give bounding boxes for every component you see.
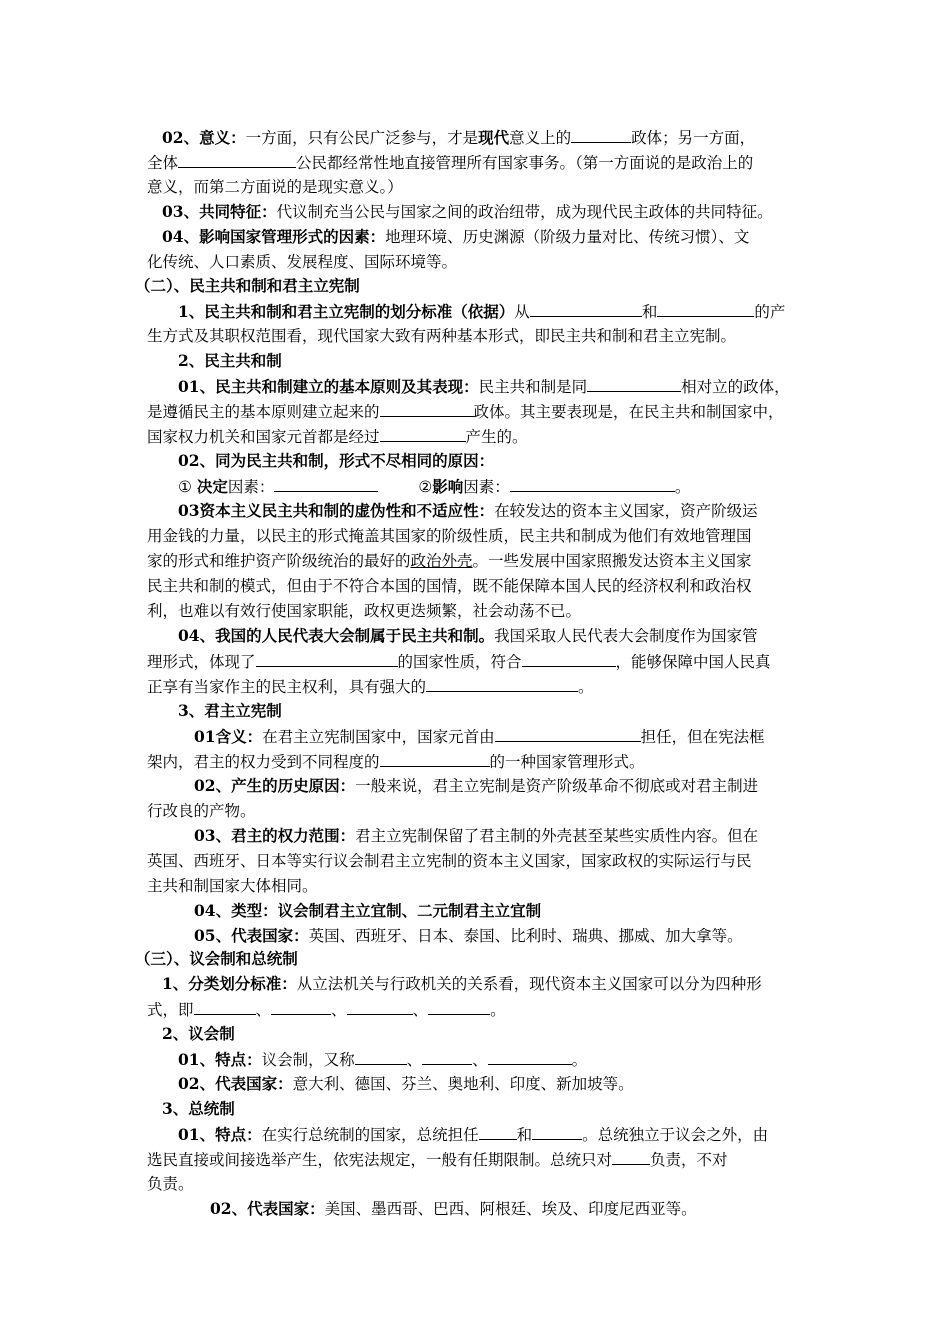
monarchy-countries-label: 05、代表国家： <box>194 926 309 945</box>
text: 的国家性质，符合 <box>397 653 522 671</box>
presidential-feature-line-2 <box>147 1149 728 1170</box>
monarchy-meaning-line-1 <box>194 726 765 747</box>
hypocrisy-line-5: 利，也难以有效行使国家职能，政权更迭频繁，社会动荡不已。 <box>147 602 582 620</box>
reason-heading: 02、同为民主共和制，形式不尽相同的原因： <box>178 451 495 470</box>
npc-label: 04、我国的人民代表大会制属于民主共和制。 <box>178 626 495 645</box>
text: 君主立宪制保留了君主制的外壳甚至某些实质性内容。但在 <box>355 827 759 845</box>
text: 意大利、德国、芬兰、奥地利、印度、新加坡等。 <box>292 1075 634 1093</box>
circled-number: ① <box>178 478 192 496</box>
hypocrisy-line-3 <box>147 551 752 571</box>
text: 地理环境、历史渊源（阶级力量对比、传统习惯）、文 <box>385 228 750 246</box>
principle-line-1 <box>178 376 790 397</box>
power-scope-line-3: 主共和制国家大体相同。 <box>147 877 318 895</box>
text: 因素： <box>227 478 275 496</box>
fill-blank[interactable] <box>422 1049 472 1065</box>
subheading-presidential: 3、总统制 <box>162 1099 235 1118</box>
hypocrisy-label: 03资本主义民主共和制的虚伪性和不适应性： <box>178 501 495 520</box>
principle-label: 01、民主共和制建立的基本原则及其表现： <box>178 377 479 396</box>
text: 的产 <box>754 303 786 321</box>
text: 一般来说，君主立宪制是资产阶级革命不彻底或对君主制进 <box>355 777 759 795</box>
principle-line-2 <box>147 401 784 422</box>
text: 家的形式和维护资产阶级统治的最好的 <box>147 552 411 570</box>
fill-blank[interactable] <box>612 1149 650 1165</box>
subheading-constitutional-monarchy: 3、君主立宪制 <box>178 701 282 720</box>
underlined-text: 政治外壳 <box>410 552 473 570</box>
fill-blank[interactable] <box>657 301 754 317</box>
power-scope-line-1 <box>194 826 758 846</box>
fill-blank[interactable] <box>510 476 675 492</box>
text: 因素： <box>463 478 510 496</box>
text: 政体。其主要表现是，在民主共和制国家中， <box>473 403 784 421</box>
text: 。 <box>571 1051 588 1069</box>
presidential-feature-label: 01、特点： <box>178 1125 262 1144</box>
text-bold: 现代 <box>478 128 510 147</box>
classification-line-1 <box>162 974 762 994</box>
text: 。 <box>490 1001 506 1019</box>
text: 选民直接或间接选举产生，依宪法规定，一般有任期限制。总统只对 <box>147 1151 613 1169</box>
text: 和 <box>516 1126 533 1144</box>
meaning-line-2 <box>147 152 753 173</box>
fill-blank[interactable] <box>426 676 578 692</box>
fill-blank[interactable] <box>271 999 331 1015</box>
npc-line-3 <box>147 676 594 697</box>
fill-blank[interactable] <box>347 999 413 1015</box>
principle-line-3 <box>147 426 528 447</box>
text: 我国采取人民代表大会制度作为国家管 <box>494 627 758 645</box>
classification-label: 1、分类划分标准： <box>162 974 297 993</box>
text: 、 <box>331 1001 347 1019</box>
hypocrisy-line-1 <box>178 501 758 521</box>
fill-blank[interactable] <box>178 152 296 168</box>
text: ，能够保障中国人民真 <box>615 653 771 671</box>
power-scope-label: 03、君主的权力范围： <box>194 826 356 845</box>
subheading-parliamentary: 2、议会制 <box>162 1024 235 1043</box>
text: 架内，君主的权力受到不同程度的 <box>147 753 380 771</box>
text: 、 <box>255 1001 272 1019</box>
hypocrisy-line-2: 用金钱的力量，以民主的形式掩盖其国家的阶级性质，民主共和制成为他们有效地管理国 <box>147 527 752 545</box>
historical-reason-label: 02、产生的历史原因： <box>194 776 356 795</box>
text: 负责，不对 <box>650 1151 728 1169</box>
common-feature-line <box>162 202 773 222</box>
fill-blank[interactable] <box>256 651 398 667</box>
text-bold: 决定 <box>196 477 228 496</box>
text: 在实行总统制的国家，总统担任 <box>261 1126 479 1144</box>
text: 。一些发展中国家照搬发达资本主义国家 <box>472 552 752 570</box>
parliamentary-feature-line <box>178 1049 587 1070</box>
fill-blank[interactable] <box>530 301 642 317</box>
parliamentary-countries-line <box>178 1074 634 1094</box>
fill-blank[interactable] <box>355 1049 407 1065</box>
presidential-feature-line-3: 负责。 <box>147 1175 194 1193</box>
text: 美国、墨西哥、巴西、阿根廷、埃及、印度尼西亚等。 <box>324 1200 697 1218</box>
circled-number: ② <box>418 478 433 496</box>
text: 议会制，又称 <box>261 1051 355 1069</box>
presidential-countries-label: 02、代表国家： <box>210 1199 325 1218</box>
section-heading-2: （二）、民主共和制和君主立宪制 <box>135 276 360 295</box>
hypocrisy-line-4: 民主共和制的模式，但由于不符合本国的国情，既不能保障本国人民的经济权利和政治权 <box>147 577 752 595</box>
fill-blank[interactable] <box>274 476 378 492</box>
parliamentary-feature-label: 01、特点： <box>178 1050 262 1069</box>
text: 从 <box>514 303 530 321</box>
historical-reason-line-2: 行改良的产物。 <box>147 802 256 820</box>
text: 一方面，只有公民广泛参与，才是 <box>245 129 479 147</box>
factors-line-1 <box>162 227 749 247</box>
monarchy-meaning-label: 01含义： <box>194 727 263 746</box>
subheading-democratic-republic: 2、民主共和制 <box>178 351 282 370</box>
text: 公民都经常性地直接管理所有国家事务。（第一方面说的是政治上的 <box>296 154 754 172</box>
text: 式，即 <box>147 1001 194 1019</box>
text: 、 <box>412 1001 429 1019</box>
text: 是遵循民主的基本原则建立起来的 <box>147 403 380 421</box>
text: 意义上的 <box>509 129 572 147</box>
text: 相对立的政体， <box>681 378 790 396</box>
monarchy-types-line: 04、类型：议会制君主立宜制、二元制君主立宜制 <box>194 901 542 920</box>
text: 产生的。 <box>465 428 528 446</box>
reason-factors-line <box>178 476 690 497</box>
meaning-line-3: 意义，而第二方面说的是现实意义。） <box>147 178 403 196</box>
text: 国家权力机关和国家元首都是经过 <box>147 428 380 446</box>
text: 正享有当家作主的民主权利，具有强大的 <box>147 678 427 696</box>
text: 担任，但在宪法框 <box>640 728 765 746</box>
text: 英国、西班牙、日本、泰国、比利时、瑞典、挪威、加大拿等。 <box>308 927 743 945</box>
npc-line-1 <box>178 626 758 646</box>
meaning-line-1 <box>162 127 755 148</box>
text: 在较发达的资本主义国家，资产阶级运 <box>494 502 758 520</box>
text: 和 <box>641 303 658 321</box>
division-standard-line-1 <box>178 301 785 322</box>
text: 、 <box>472 1051 488 1069</box>
text-bold: 影响 <box>432 477 464 496</box>
text: 。 <box>578 678 594 696</box>
text: 、 <box>406 1051 423 1069</box>
text: 民主共和制是同 <box>478 378 588 396</box>
fill-blank[interactable] <box>522 651 616 667</box>
factors-line-2: 化传统、人口素质、发展程度、国际环境等。 <box>147 253 458 271</box>
presidential-countries-line <box>210 1199 697 1219</box>
text: 全体 <box>147 154 179 172</box>
fill-blank[interactable] <box>194 999 256 1015</box>
monarchy-meaning-line-2 <box>147 751 645 772</box>
parliamentary-countries-label: 02、代表国家： <box>178 1074 293 1093</box>
text: 政体；另一方面， <box>631 129 756 147</box>
text: 的一种国家管理形式。 <box>489 753 645 771</box>
historical-reason-line-1 <box>194 776 758 796</box>
fill-blank[interactable] <box>380 751 490 767</box>
division-standard-line-2: 生方式及其职权范围看，现代国家大致有两种基本形式，即民主共和制和君主立宪制。 <box>147 327 737 345</box>
monarchy-countries-line <box>194 926 743 946</box>
fill-blank[interactable] <box>571 127 631 143</box>
presidential-feature-line-1 <box>178 1124 768 1145</box>
text: 。总统独立于议会之外，由 <box>582 1126 769 1144</box>
common-feature-label: 03、共同特征： <box>162 202 277 221</box>
classification-line-2 <box>147 999 506 1020</box>
fill-blank[interactable] <box>488 1049 572 1065</box>
division-standard-label: 1、民主共和制和君主立宪制的划分标准（依据） <box>178 302 515 321</box>
text: 代议制充当公民与国家之间的政治纽带，成为现代民主政体的共同特征。 <box>276 203 773 221</box>
text: 在君主立宪制国家中，国家元首由 <box>262 728 495 746</box>
fill-blank[interactable] <box>479 1124 517 1140</box>
power-scope-line-2: 英国、西班牙、日本等实行议会制君主立宪制的资本主义国家，国家政权的实际运行与民 <box>147 852 752 870</box>
fill-blank[interactable] <box>495 726 641 742</box>
section-heading-3: （三）、议会制和总统制 <box>135 949 298 968</box>
npc-line-2 <box>147 651 771 672</box>
fill-blank[interactable] <box>587 376 681 392</box>
fill-blank[interactable] <box>428 999 490 1015</box>
factors-label: 04、影响国家管理形式的因素： <box>162 227 386 246</box>
text: 从立法机关与行政机关的关系看，现代资本主义国家可以分为四种形 <box>296 975 762 993</box>
fill-blank[interactable] <box>532 1124 582 1140</box>
fill-blank[interactable] <box>380 426 466 442</box>
text: 。 <box>674 478 691 496</box>
meaning-label: 02、意义： <box>162 128 246 147</box>
fill-blank[interactable] <box>380 401 474 417</box>
text: 理形式，体现了 <box>147 653 256 671</box>
